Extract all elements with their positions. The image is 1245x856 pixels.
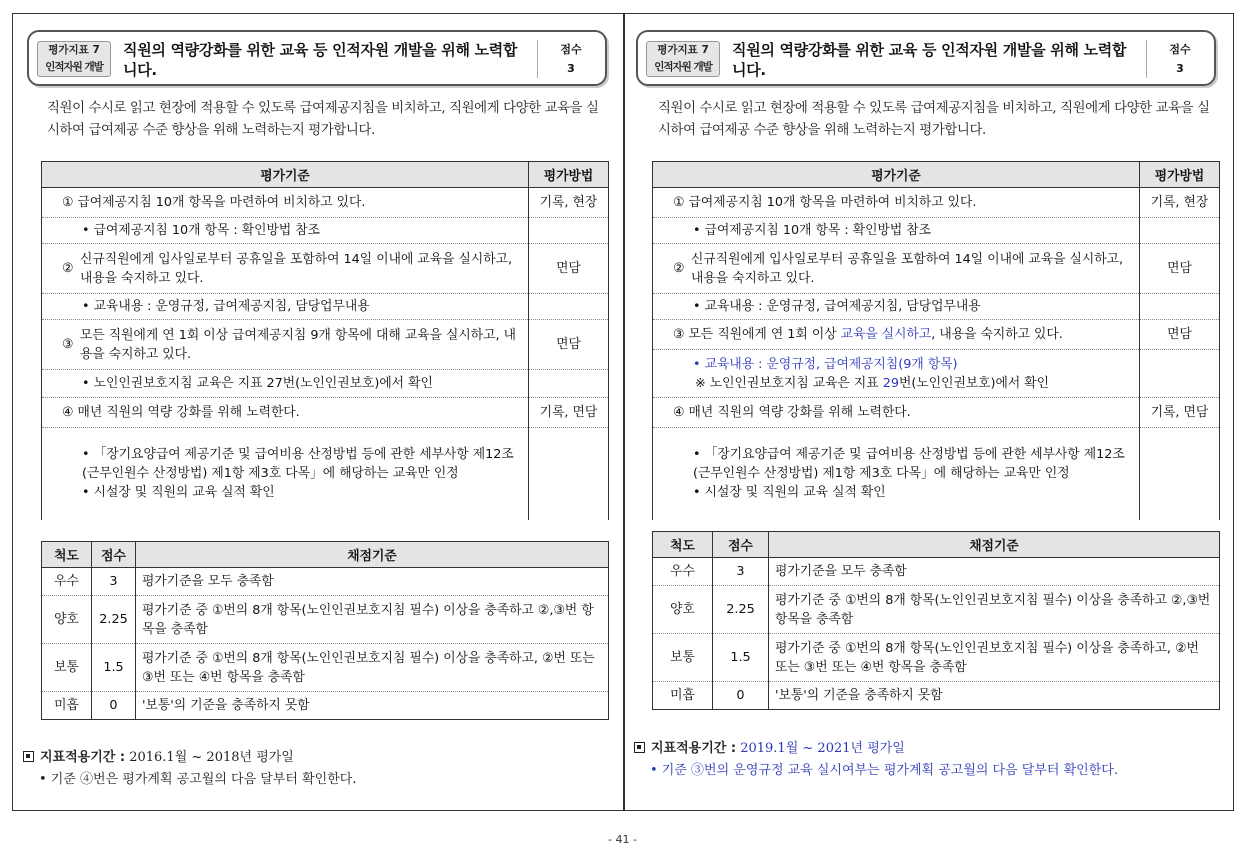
indicator-badge xyxy=(646,41,720,77)
points-header: 점수 xyxy=(92,542,136,568)
criterion-2-method: 면담 xyxy=(1140,244,1220,294)
title-box xyxy=(636,30,1216,86)
criterion-1: ① 급여제공지침 10개 항목을 마련하여 비치하고 있다. xyxy=(653,188,1140,218)
scoring-row xyxy=(653,682,1220,710)
score-separator xyxy=(1146,40,1147,78)
indicator-category: 인적자원 개발 xyxy=(45,61,103,73)
criterion-2-text: 신규직원에게 입사일로부터 공휴일을 포함하여 14일 이내에 교육을 실시하고, 내용을 숙지하고 있다. xyxy=(80,251,513,286)
criterion-2-number: ② xyxy=(673,261,685,276)
criterion-3-text-a: ③ 모든 직원에게 연 1회 이상 xyxy=(673,327,841,342)
row-text: '보통'의 기준을 충족하지 못함 xyxy=(136,692,609,720)
scoring-table xyxy=(41,541,609,720)
score-box xyxy=(543,40,599,78)
criterion-3-text-c: , 내용을 숙지하고 있다. xyxy=(931,327,1063,342)
criterion-4-sub-1: • 「장기요양급여 제공기준 및 급여비용 산정방법 등에 관한 세부사항 제12조(근무인원수 산정방법) 제1항 제3호 다목」에 해당하는 교육만 인정 xyxy=(82,447,514,482)
row-points: 0 xyxy=(92,692,136,720)
criterion-2-method: 면담 xyxy=(529,244,609,294)
score-separator xyxy=(537,40,538,78)
title-box xyxy=(27,30,607,86)
row-scale: 미흡 xyxy=(653,682,713,710)
left-column xyxy=(13,14,623,810)
criterion-3-highlight: 교육을 실시하고 xyxy=(840,327,932,342)
criterion-3-method: 면담 xyxy=(529,320,609,370)
period-label: 지표적용기간 : xyxy=(40,750,126,765)
score-box xyxy=(1152,40,1208,78)
row-scale: 우수 xyxy=(653,558,713,586)
criterion-4: ④ 매년 직원의 역량 강화를 위해 노력한다. xyxy=(42,398,529,428)
criterion-3-number: ③ xyxy=(62,337,74,352)
square-bullet-icon xyxy=(634,742,645,753)
criterion-2-sub: • 교육내용 : 운영규정, 급여제공지침, 담당업무내용 xyxy=(653,294,1140,320)
page-number: - 41 - xyxy=(608,833,637,846)
method-header: 평가방법 xyxy=(1140,162,1220,188)
criterion-1: ① 급여제공지침 10개 항목을 마련하여 비치하고 있다. xyxy=(42,188,529,218)
criterion-3 xyxy=(653,320,1140,350)
row-scale: 양호 xyxy=(653,586,713,634)
row-scale: 양호 xyxy=(42,596,92,644)
row-text: 평가기준 중 ①번의 8개 항목(노인인권보호지침 필수) 이상을 충족하고, ②번 또는 ③번 또는 ④번 항목을 충족함 xyxy=(769,634,1220,682)
points-header: 점수 xyxy=(713,532,769,558)
application-period xyxy=(23,747,356,791)
row-points: 0 xyxy=(713,682,769,710)
method-header: 평가방법 xyxy=(529,162,609,188)
empty-cell xyxy=(529,294,609,320)
scale-header: 척도 xyxy=(653,532,713,558)
criterion-3 xyxy=(42,320,529,370)
indicator-number: 평가지표 7 xyxy=(48,44,100,56)
application-period xyxy=(634,738,1118,782)
empty-cell xyxy=(1140,350,1220,398)
criteria-table xyxy=(652,161,1220,520)
criterion-3-sub-2-a: ※ 노인인권보호지침 교육은 지표 xyxy=(695,375,883,391)
description: 직원이 수시로 읽고 현장에 적용할 수 있도록 급여제공지침을 비치하고, 직원에게 다양한 교육을 실시하여 급여제공 수준 향상을 위해 노력하는지 평가합니다. xyxy=(658,101,1210,138)
criterion-1-sub: • 급여제공지침 10개 항목 : 확인방법 참조 xyxy=(42,218,529,244)
row-points: 1.5 xyxy=(713,634,769,682)
criteria-header: 평가기준 xyxy=(653,162,1140,188)
scoring-row xyxy=(42,644,609,692)
criterion-4: ④ 매년 직원의 역량 강화를 위해 노력한다. xyxy=(653,398,1140,428)
row-text: '보통'의 기준을 충족하지 못함 xyxy=(769,682,1220,710)
indicator-title: 직원의 역량강화를 위한 교육 등 인적자원 개발을 위해 노력합니다. xyxy=(123,41,518,79)
scoring-row xyxy=(653,634,1220,682)
criterion-1-sub: • 급여제공지침 10개 항목 : 확인방법 참조 xyxy=(653,218,1140,244)
indicator-badge xyxy=(37,41,111,77)
empty-cell xyxy=(1140,218,1220,244)
criterion-4-sub-2: • 시설장 및 직원의 교육 실적 확인 xyxy=(693,485,886,501)
criterion-2 xyxy=(42,244,529,294)
indicator-number: 평가지표 7 xyxy=(657,44,709,56)
row-scale: 보통 xyxy=(653,634,713,682)
criterion-2-sub: • 교육내용 : 운영규정, 급여제공지침, 담당업무내용 xyxy=(42,294,529,320)
scoring-row xyxy=(42,692,609,720)
row-text: 평가기준 중 ①번의 8개 항목(노인인권보호지침 필수) 이상을 충족하고, ②번 또는 ③번 또는 ④번 항목을 충족함 xyxy=(136,644,609,692)
criterion-4-method: 기록, 면담 xyxy=(1140,398,1220,428)
criterion-2-number: ② xyxy=(62,261,74,276)
description: 직원이 수시로 읽고 현장에 적용할 수 있도록 급여제공지침을 비치하고, 직원에게 다양한 교육을 실시하여 급여제공 수준 향상을 위해 노력하는지 평가합니다. xyxy=(47,101,599,138)
score-value: 3 xyxy=(1176,62,1184,75)
criterion-1-method: 기록, 현장 xyxy=(1140,188,1220,218)
score-label: 점수 xyxy=(1169,43,1191,56)
score-value: 3 xyxy=(567,62,575,75)
scoring-row xyxy=(653,558,1220,586)
criterion-4-sub-1: • 「장기요양급여 제공기준 및 급여비용 산정방법 등에 관한 세부사항 제12조(근무인원수 산정방법) 제1항 제3호 다목」에 해당하는 교육만 인정 xyxy=(693,447,1125,482)
scoring-header: 채점기준 xyxy=(136,542,609,568)
row-scale: 미흡 xyxy=(42,692,92,720)
row-text: 평가기준을 모두 충족함 xyxy=(769,558,1220,586)
scoring-header: 채점기준 xyxy=(769,532,1220,558)
row-points: 3 xyxy=(713,558,769,586)
criterion-3-sub: • 노인인권보호지침 교육은 지표 27번(노인인권보호)에서 확인 xyxy=(42,370,529,398)
period-note: • 기준 ④번은 평가계획 공고월의 다음 달부터 확인한다. xyxy=(39,772,357,787)
right-column xyxy=(624,14,1234,810)
period-value: 2016.1월 ~ 2018년 평가일 xyxy=(129,750,294,765)
criterion-4-sub xyxy=(42,428,529,520)
period-value: 2019.1월 ~ 2021년 평가일 xyxy=(740,741,905,756)
empty-cell xyxy=(529,370,609,398)
score-label: 점수 xyxy=(560,43,582,56)
row-points: 2.25 xyxy=(92,596,136,644)
scale-header: 척도 xyxy=(42,542,92,568)
criterion-3-text: 모든 직원에게 연 1회 이상 급여제공지침 9개 항목에 대해 교육을 실시하고, 내용을 숙지하고 있다. xyxy=(80,327,516,362)
criteria-header: 평가기준 xyxy=(42,162,529,188)
criterion-2-text: 신규직원에게 입사일로부터 공휴일을 포함하여 14일 이내에 교육을 실시하고, 내용을 숙지하고 있다. xyxy=(691,251,1124,286)
row-text: 평가기준 중 ①번의 8개 항목(노인인권보호지침 필수) 이상을 충족하고 ②,③번 항목을 충족함 xyxy=(769,586,1220,634)
page-frame xyxy=(12,13,1234,811)
scoring-row xyxy=(653,586,1220,634)
scoring-row xyxy=(42,596,609,644)
criteria-table xyxy=(41,161,609,520)
criterion-1-method: 기록, 현장 xyxy=(529,188,609,218)
scoring-table xyxy=(652,531,1220,710)
criterion-3-sub-2-c: 번(노인인권보호)에서 확인 xyxy=(899,375,1050,391)
row-scale: 우수 xyxy=(42,568,92,596)
empty-cell xyxy=(529,218,609,244)
period-label: 지표적용기간 : xyxy=(651,741,737,756)
criterion-2 xyxy=(653,244,1140,294)
row-points: 1.5 xyxy=(92,644,136,692)
empty-cell xyxy=(1140,428,1220,520)
row-text: 평가기준 중 ①번의 8개 항목(노인인권보호지침 필수) 이상을 충족하고 ②,③번 항목을 충족함 xyxy=(136,596,609,644)
empty-cell xyxy=(529,428,609,520)
square-bullet-icon xyxy=(23,751,34,762)
criterion-4-sub-2: • 시설장 및 직원의 교육 실적 확인 xyxy=(82,485,275,501)
indicator-title: 직원의 역량강화를 위한 교육 등 인적자원 개발을 위해 노력합니다. xyxy=(732,41,1127,79)
criterion-3-sub-1: • 교육내용 : 운영규정, 급여제공지침(9개 항목) xyxy=(693,356,958,372)
empty-cell xyxy=(1140,294,1220,320)
row-scale: 보통 xyxy=(42,644,92,692)
criterion-4-sub xyxy=(653,428,1140,520)
criterion-4-method: 기록, 면담 xyxy=(529,398,609,428)
indicator-category: 인적자원 개발 xyxy=(654,61,712,73)
scoring-row xyxy=(42,568,609,596)
row-points: 2.25 xyxy=(713,586,769,634)
criterion-3-method: 면담 xyxy=(1140,320,1220,350)
criterion-3-sub-2-highlight: 29 xyxy=(882,375,899,391)
row-text: 평가기준을 모두 충족함 xyxy=(136,568,609,596)
row-points: 3 xyxy=(92,568,136,596)
criterion-3-sub xyxy=(653,350,1140,398)
period-note: • 기준 ③번의 운영규정 교육 실시여부는 평가계획 공고월의 다음 달부터 확인한다. xyxy=(650,763,1118,778)
